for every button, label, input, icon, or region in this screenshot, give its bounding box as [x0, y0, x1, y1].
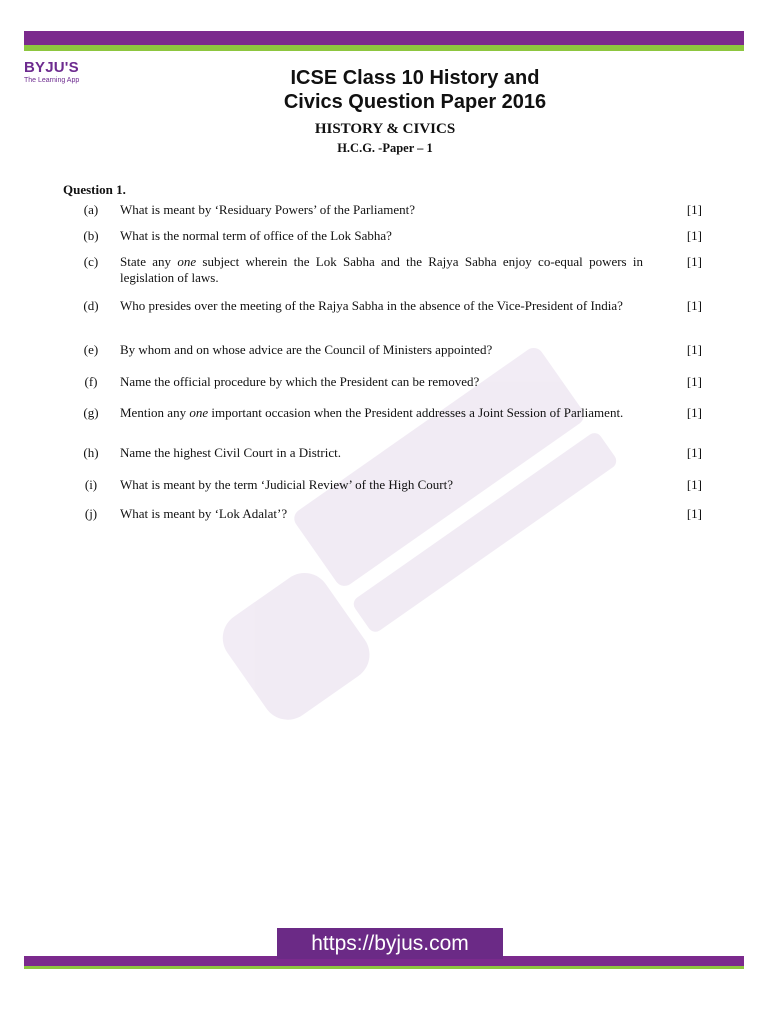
item-label: (b) [83, 228, 99, 243]
header-purple-band [24, 31, 744, 45]
item-text: What is the normal term of office of the Lok Sabha? [120, 228, 392, 243]
header-green-band [24, 45, 744, 51]
logo-wordmark: BYJU'S [24, 59, 79, 76]
item-marks: [1] [686, 342, 702, 357]
item-marks: [1] [686, 477, 702, 492]
page-title [230, 66, 600, 114]
item-label: (e) [83, 342, 99, 357]
item-label: (d) [83, 298, 99, 313]
item-label: (g) [83, 405, 99, 420]
subject-heading: HISTORY & CIVICS [314, 121, 456, 137]
item-label: (f) [84, 374, 98, 389]
item-text: Name the official procedure by which the President can be removed? [120, 374, 480, 389]
title-line-2: Civics Question Paper 2016 [283, 91, 547, 113]
item-text: What is meant by ‘Lok Adalat’? [120, 506, 288, 521]
emphasis: one [189, 405, 209, 420]
item-text: What is meant by ‘Residuary Powers’ of the Parliament? [120, 202, 416, 217]
title-line-1: ICSE Class 10 History and [290, 67, 540, 89]
item-text: By whom and on whose advice are the Council of Ministers appointed? [120, 342, 493, 357]
question-heading: Question 1. [63, 182, 126, 197]
byjus-logo [24, 60, 104, 90]
item-marks: [1] [686, 298, 702, 313]
item-text: What is meant by the term ‘Judicial Review’ of the High Court? [120, 477, 453, 492]
item-marks: [1] [686, 445, 702, 460]
text-part: important occasion when the President addresses a Joint Session of Parliament. [208, 405, 624, 420]
emphasis: one [177, 254, 197, 269]
item-marks: [1] [686, 254, 702, 269]
item-marks: [1] [686, 405, 702, 420]
item-label: (i) [84, 477, 98, 492]
item-label: (h) [83, 445, 99, 460]
item-marks: [1] [686, 506, 702, 521]
byjus-watermark-icon [170, 330, 650, 730]
item-text [120, 254, 643, 286]
paper-code: H.C.G. -Paper – 1 [337, 141, 433, 155]
item-label: (j) [84, 506, 98, 521]
item-marks: [1] [686, 374, 702, 389]
item-text: Name the highest Civil Court in a District. [120, 445, 341, 460]
logo-tagline: The Learning App [24, 77, 80, 84]
item-text [120, 405, 643, 421]
text-part: Mention any [120, 405, 190, 420]
item-label: (c) [83, 254, 99, 269]
item-label: (a) [83, 202, 99, 217]
item-marks: [1] [686, 202, 702, 217]
footer-green-band [24, 966, 744, 969]
text-part: State any [120, 254, 178, 269]
item-text: Who presides over the meeting of the Rajya Sabha in the absence of the Vice-President of India? [120, 298, 623, 313]
footer-url-link[interactable]: https://byjus.com [277, 928, 503, 959]
item-marks: [1] [686, 228, 702, 243]
text-part: subject wherein the Lok Sabha and the Rajya Sabha enjoy co-equal powers in legislation of laws. [120, 254, 644, 285]
